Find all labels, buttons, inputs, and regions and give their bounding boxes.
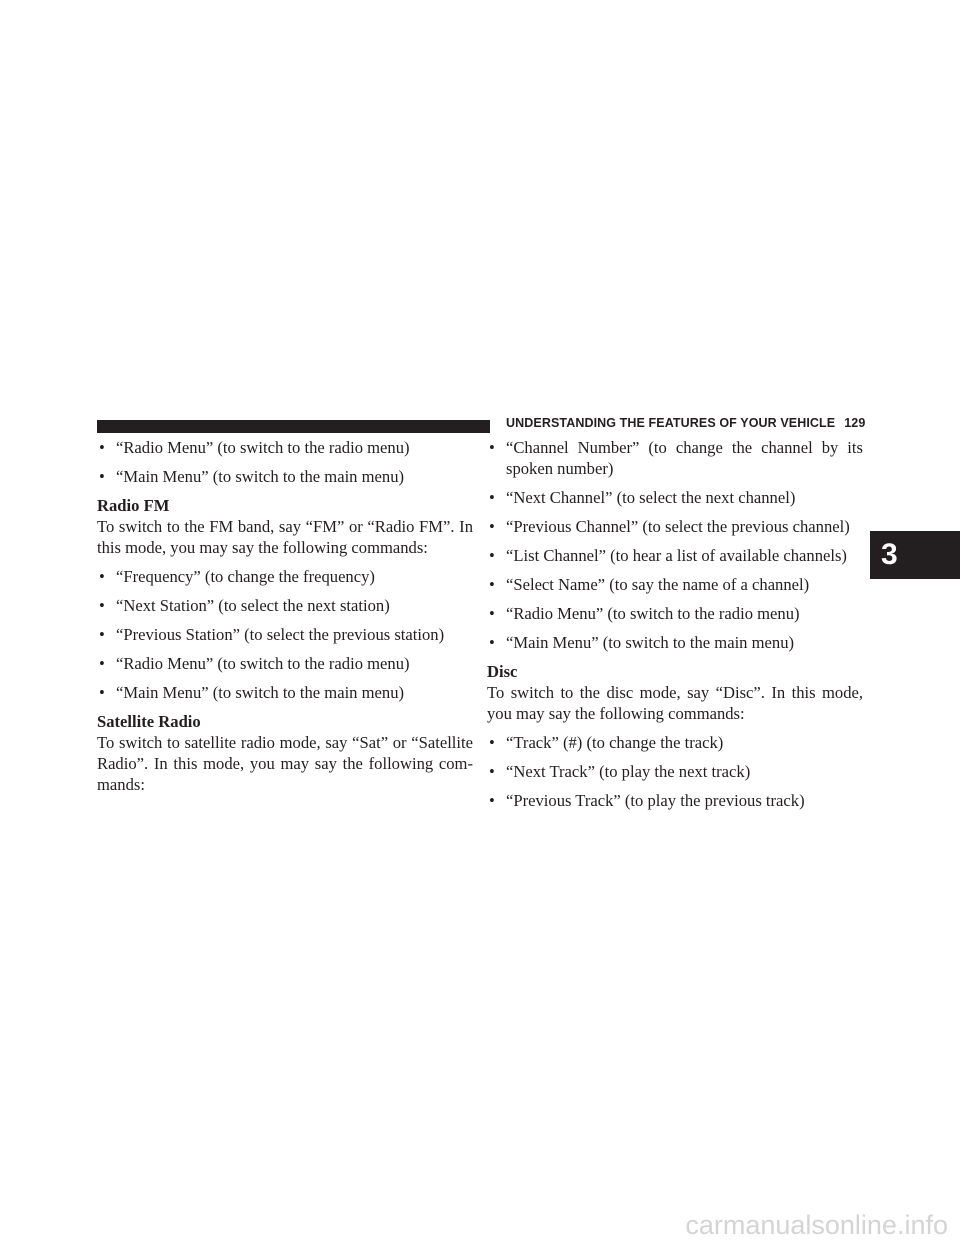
list-item: • “Radio Menu” (to switch to the radio menu) (97, 437, 473, 458)
list-item: • “Previous Track” (to play the previous track) (487, 790, 863, 811)
chapter-title: UNDERSTANDING THE FEATURES OF YOUR VEHICLE (506, 416, 836, 430)
list-item: • “Frequency” (to change the frequency) (97, 566, 473, 587)
list-item: • “Main Menu” (to switch to the main menu) (487, 632, 863, 653)
list-item: • “Radio Menu” (to switch to the radio menu) (97, 653, 473, 674)
list-item: • “Main Menu” (to switch to the main menu) (97, 466, 473, 487)
section-heading-satellite-radio: Satellite Radio (97, 712, 201, 731)
list-item: • “Next Station” (to select the next station) (97, 595, 473, 616)
left-column (97, 437, 473, 803)
list-item: • “Select Name” (to say the name of a channel) (487, 574, 863, 595)
page-number: 129 (844, 416, 866, 430)
list-item: • “Next Track” (to play the next track) (487, 761, 863, 782)
section-heading-radio-fm: Radio FM (97, 496, 170, 515)
list-item: • “Previous Station” (to select the previous station) (97, 624, 473, 645)
list-item: • “Radio Menu” (to switch to the radio menu) (487, 603, 863, 624)
list-item: • “Channel Number” (to change the channel by its spoken number) (487, 437, 863, 479)
paragraph-satellite-radio: To switch to satellite radio mode, say “Sat” or “Satellite Radio”. In this mode, you may say the following com-mands: (97, 733, 473, 794)
watermark: carmanualsonline.info (685, 1210, 948, 1240)
section-tab: 3 (870, 531, 960, 579)
paragraph-radio-fm: To switch to the FM band, say “FM” or “Radio FM”. In this mode, you may say the following commands: (97, 517, 473, 557)
header-rule (97, 420, 490, 433)
list-item: • “Next Channel” (to select the next channel) (487, 487, 863, 508)
section-heading-disc: Disc (487, 662, 518, 681)
list-item: • “Previous Channel” (to select the previous channel) (487, 516, 863, 537)
list-item: • “Track” (#) (to change the track) (487, 732, 863, 753)
paragraph-disc: To switch to the disc mode, say “Disc”. In this mode, you may say the following commands: (487, 683, 863, 723)
list-item: • “Main Menu” (to switch to the main menu) (97, 682, 473, 703)
running-header (506, 416, 865, 430)
list-item: • “List Channel” (to hear a list of available channels) (487, 545, 863, 566)
right-column (487, 437, 863, 819)
